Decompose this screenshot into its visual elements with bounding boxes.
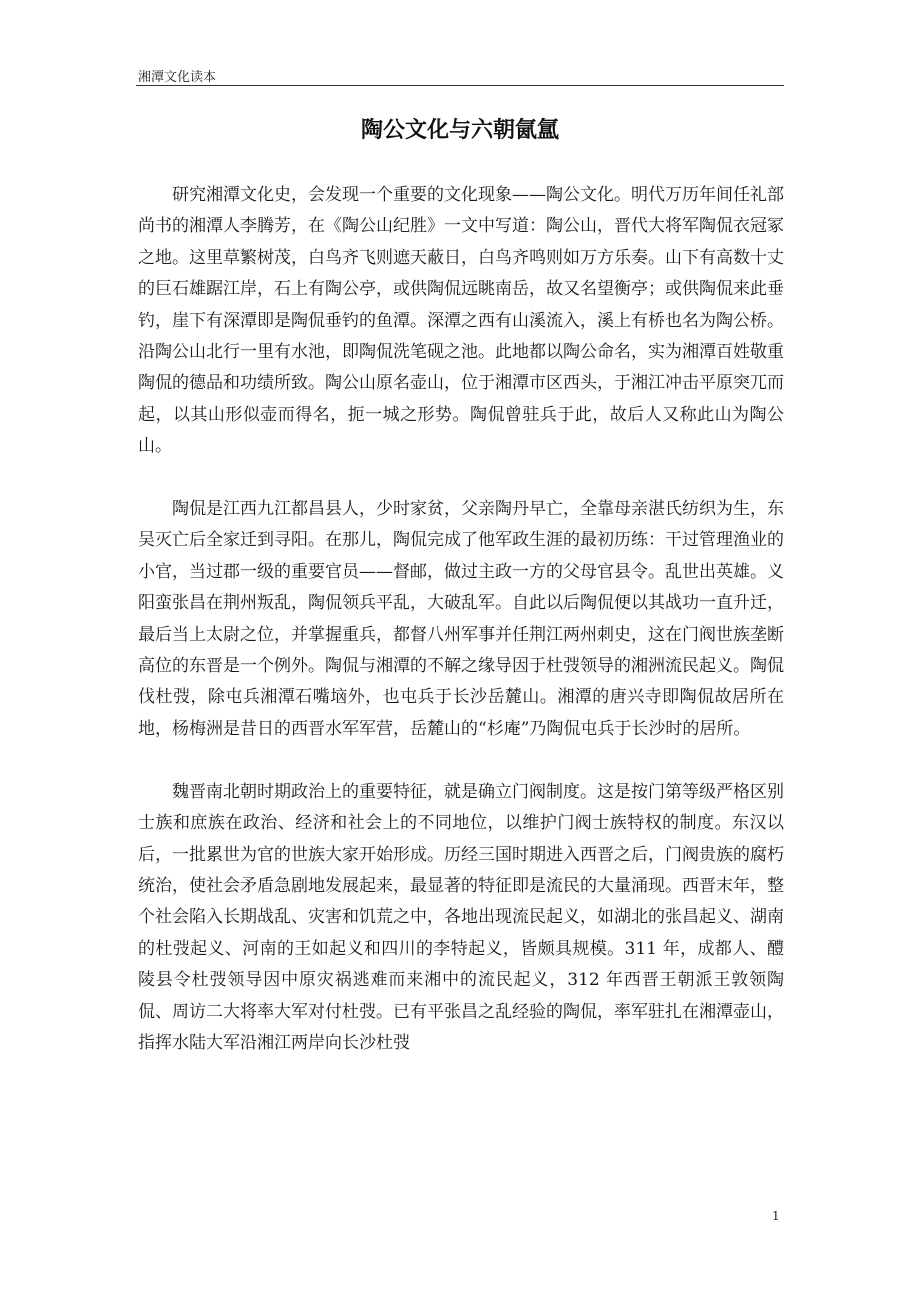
header-divider <box>136 85 784 86</box>
running-header: 湘潭文化读本 <box>138 70 217 85</box>
paragraph-3: 魏晋南北朝时期政治上的重要特征，就是确立门阀制度。这是按门第等级严格区别士族和庶族在政治、经济和社会上的不同地位，以维护门阀士族特权的制度。东汉以后，一批累世为官的世族大家开始形成。历经三国时期进入西晋之后，门阀贵族的腐朽统治，使社会矛盾急剧地发展起来，最显著的特征即是流民的大量涌现。西晋末年，整个社会陷入长期战乱、灾害和饥荒之中，各地出现流民起义，如湖北的张昌起义、湖南的杜弢起义、河南的王如起义和四川的李特起义，皆颇具规模。311 年，成都人、醴陵县令杜弢领导因中原灾祸逃难而来湘中的流民起义，312 年西晋王朝派王敦领陶侃、周访二大将率大军对付杜弢。已有平张昌之乱经验的陶侃，率军驻扎在湘潭壶山，指挥水陆大军沿湘江两岸向长沙杜弢 <box>138 781 784 1053</box>
paragraph-2: 陶侃是江西九江都昌县人，少时家贫，父亲陶丹早亡，全靠母亲湛氏纺织为生，东吴灭亡后全家迁到寻阳。在那儿，陶侃完成了他军政生涯的最初历练：干过管理渔业的小官，当过郡一级的重要官员——督邮，做过主政一方的父母官县令。乱世出英雄。义阳蛮张昌在荆州叛乱，陶侃领兵平乱，大破乱军。自此以后陶侃便以其战功一直升迁，最后当上太尉之位，并掌握重兵，都督八州军事并任荆江两州刺史，这在门阀世族垄断高位的东晋是一个例外。陶侃与湘潭的不解之缘导因于杜弢领导的湘洲流民起义。陶侃伐杜弢，除屯兵湘潭石嘴垴外，也屯兵于长沙岳麓山。湘潭的唐兴寺即陶侃故居所在地，杨梅洲是昔日的西晋水军军营，岳麓山的“杉庵”乃陶侃屯兵于长沙时的居所。 <box>138 499 784 739</box>
article-title: 陶公文化与六朝氤氲 <box>360 118 559 143</box>
paragraph-1: 研究湘潭文化史，会发现一个重要的文化现象——陶公文化。明代万历年间任礼部尚书的湘潭人李腾芳，在《陶公山纪胜》一文中写道：陶公山，晋代大将军陶侃衣冠冢之地。这里草繁树茂，白鸟齐飞则遮天蔽日，白鸟齐鸣则如万方乐奏。山下有高数十丈的巨石雄踞江岸，石上有陶公亭，或供陶侃远眺南岳，故又名望衡亭；或供陶侃来此垂钓，崖下有深潭即是陶侃垂钓的鱼潭。深潭之西有山溪流入，溪上有桥也名为陶公桥。沿陶公山北行一里有水池，即陶侃洗笔砚之池。此地都以陶公命名，实为湘潭百姓敬重陶侃的德品和功绩所致。陶公山原名壶山，位于湘潭市区西头，于湘江冲击平原突兀而起，以其山形似壶而得名，扼一城之形势。陶侃曾驻兵于此，故后人又称此山为陶公山。 <box>138 185 784 457</box>
page-number: 1 <box>772 1209 780 1223</box>
article-body <box>138 180 784 1059</box>
